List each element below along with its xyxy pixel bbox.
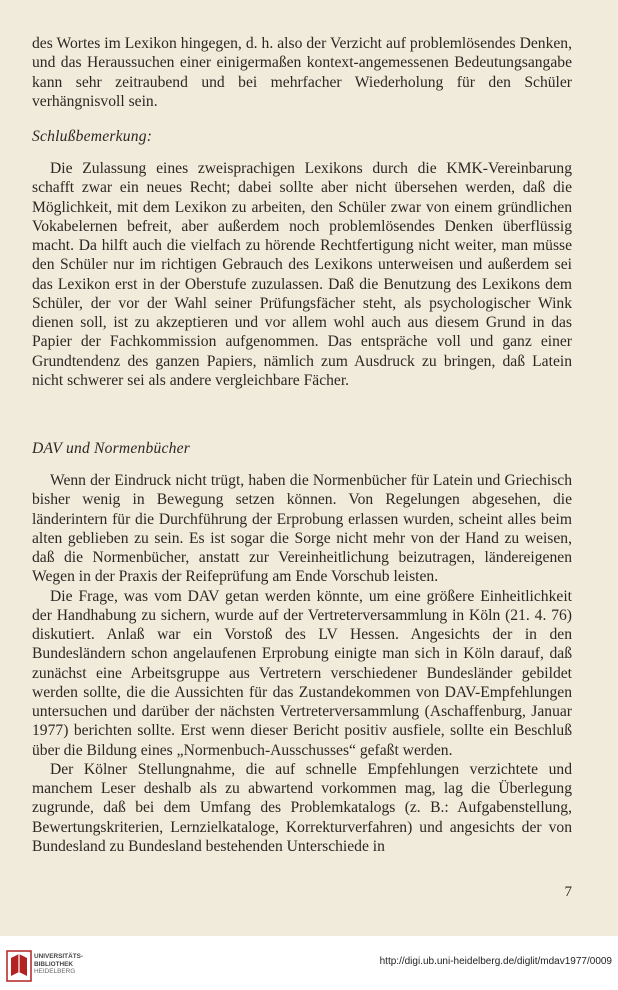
page-number: 7: [564, 884, 572, 900]
heading-schlussbemerkung: Schlußbemerkung:: [32, 128, 153, 145]
source-url-link[interactable]: http://digi.ub.uni-heidelberg.de/diglit/mdav1977/0009: [379, 956, 612, 967]
paragraph-dav-2: Die Frage, was vom DAV getan werden könnte, um eine größere Einheitlichkeit der Handhabung zu sichern, wurde auf der Vertreterversammlung in Köln (21. 4. 76) diskutiert. Anlaß war ein Vorstoß des LV Hessen. Angesichts der in den Bundesländern schon angelaufenen Erprobung einigte man sich in Köln darauf, daß zunächst eine Arbeitsgruppe aus Vertretern verschiedener Bundesländer gebildet werden sollte, die die Aussichten für das Zustandekommen von DAV-Empfehlungen untersuchen und darüber der nächsten Vertreterversammlung (Aschaffenburg, Januar 1977) berichten sollte. Erst wenn dieser Bericht positiv ausfiele, sollte ein Beschluß über die Bildung eines „Normenbuch-Ausschusses“ gefaßt werden.: [32, 587, 572, 759]
footer-bar: [0, 936, 618, 990]
paragraph-dav-3: Der Kölner Stellungnahme, die auf schnelle Empfehlungen verzichtete und manchem Leser deshalb als zu abwartend vorkommen mag, lag die Überlegung zugrunde, daß bei dem Umfang des Problemkatalogs (z. B.: Aufgabenstellung, Bewertungskriterien, Lernzielkataloge, Korrekturverfahren) und angesichts der von Bundesland zu Bundesland bestehenden Unterschiede in: [32, 760, 572, 855]
heading-dav-normenbuecher: DAV und Normenbücher: [32, 440, 190, 457]
university-library-logo-icon: [6, 950, 32, 982]
library-name: [34, 953, 83, 976]
paragraph-schlussbemerkung: [32, 159, 572, 390]
paragraph-schlussbemerkung-text: Die Zulassung eines zweisprachigen Lexikons durch die KMK-Vereinbarung schafft zwar ein neues Recht; dabei sollte aber nicht übersehen werden, daß die Möglichkeit, mit dem Lexikon zu arbeiten, den Schüler zwar von einem gründlichen Vokabelernen befreit, aber außerdem noch problemlösendes Denken überflüssig macht. Da hilft auch die vielfach zu hörende Rechtfertigung nicht weiter, man müsse den Schüler nur im richtigen Gebrauch des Lexikons unterweisen und außerdem sei das Lexikon erst in der Oberstufe zuzulassen. Daß die Benutzung des Lexikons dem Schüler, der vor der Wahl seiner Prüfungsfächer steht, als psychologischer Wink dienen soll, ist zu akzeptieren und vor allem wohl auch aus diesem Grund in das Papier der Fachkommission aufgenommen. Das entspräche voll und ganz einer Grundtendenz des ganzen Papiers, nämlich zum Ausdruck zu bringen, daß Latein nicht schwerer sei als andere vergleichbare Fächer.: [32, 160, 572, 389]
library-line-1: UNIVERSITÄTS-: [34, 953, 83, 960]
paragraph-dav-1: Wenn der Eindruck nicht trügt, haben die Normenbücher für Latein und Griechisch bisher wenig in Bewegung setzen können. Von Regelungen abgesehen, die länderintern für die Durchführung der Erprobung erlassen wurden, scheint alles beim alten geblieben zu sein. Es ist sogar die Sorge nicht mehr von der Hand zu weisen, daß die Normenbücher, anstatt zur Vereinheitlichung beizutragen, ländereigenen Wegen in der Praxis der Reifeprüfung am Ende Vorschub leisten.: [32, 472, 572, 586]
section-dav-normenbuecher: [32, 471, 572, 856]
library-line-2: BIBLIOTHEK: [34, 960, 74, 968]
library-line-3: HEIDELBERG: [34, 968, 76, 975]
paragraph-intro: [32, 34, 572, 111]
paragraph-intro-text: des Wortes im Lexikon hingegen, d. h. also der Verzicht auf problemlösendes Denken, und das Heraussuchen einer einigermaßen kontext-angemessenen Bedeutungsangabe kann sehr zeitraubend und bei mehrfacher Wiederholung für den Schüler verhängnisvoll sein.: [32, 35, 572, 110]
